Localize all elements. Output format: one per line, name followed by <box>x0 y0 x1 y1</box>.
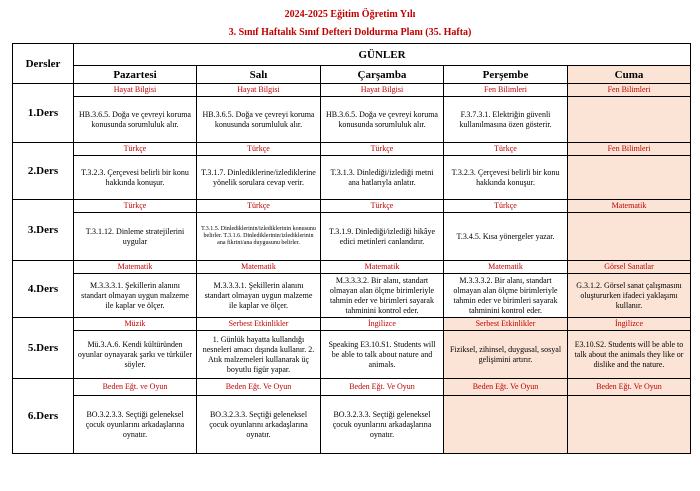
subject-cell: Beden Eğt. Ve Oyun <box>321 379 444 396</box>
topic-cell: T.3.4.5. Kısa yönergeler yazar. <box>444 213 568 261</box>
topic-cell: BO.3.2.3.3. Seçtiği geleneksel çocuk oyunlarını arkadaşlarına oynatır. <box>321 396 444 454</box>
subject-cell: Beden Eğt. Ve Oyun <box>444 379 568 396</box>
day-header-friday: Cuma <box>568 66 691 84</box>
subject-cell: Matematik <box>321 261 444 274</box>
topic-cell <box>568 97 691 143</box>
subject-cell: Müzik <box>74 318 197 331</box>
lesson-label: 4.Ders <box>13 261 74 318</box>
topic-cell: G.3.1.2. Görsel sanat çalışmasını oluştururken ifadeci yaklaşımı kullanır. <box>568 274 691 318</box>
topic-cell: T.3.1.7. Dinlediklerine/izlediklerine yönelik sorulara cevap verir. <box>197 156 321 200</box>
topic-cell: T.3.1.5. Dinlediklerinin/izlediklerinin konusunu belirler. T.3.1.6. Dinlediklerinin/izlediklerinin ana fikrini/ana duygusunu belirler. <box>197 213 321 261</box>
topic-cell <box>568 213 691 261</box>
topic-cell <box>444 396 568 454</box>
subject-cell: Türkçe <box>74 200 197 213</box>
subject-cell: Matematik <box>74 261 197 274</box>
topic-cell: M.3.3.3.1. Şekillerin alanını standart olmayan uygun malzeme ile kaplar ve ölçer. <box>74 274 197 318</box>
topic-cell: HB.3.6.5. Doğa ve çevreyi koruma konusunda sorumluluk alır. <box>197 97 321 143</box>
lessons-header: Dersler <box>13 44 74 84</box>
lesson-label: 1.Ders <box>13 84 74 143</box>
topic-cell: BO.3.2.3.3. Seçtiği geleneksel çocuk oyunlarını arkadaşlarına oynatır. <box>197 396 321 454</box>
topic-cell: M.3.3.3.2. Bir alanı, standart olmayan alan ölçme birimleriyle tahmin eder ve birimleri sayarak tahminini kontrol eder. <box>321 274 444 318</box>
subject-cell: Türkçe <box>444 200 568 213</box>
topic-cell: T.3.1.12. Dinleme stratejilerini uygular <box>74 213 197 261</box>
day-header-wednesday: Çarşamba <box>321 66 444 84</box>
topic-cell: M.3.3.3.2. Bir alanı, standart olmayan alan ölçme birimleriyle tahmin eder ve birimleri sayarak tahminini kontrol eder. <box>444 274 568 318</box>
topic-cell: Mü.3.A.6. Kendi kültüründen oyunlar oynayarak şarkı ve türküler söyler. <box>74 331 197 379</box>
subject-cell: Türkçe <box>197 143 321 156</box>
subject-cell: Türkçe <box>74 143 197 156</box>
subject-cell: Türkçe <box>321 200 444 213</box>
subject-cell: Beden Eğt. Ve Oyun <box>568 379 691 396</box>
topic-cell: T.3.1.9. Dinlediği/izlediği hikâye edici metinleri canlandırır. <box>321 213 444 261</box>
days-header: GÜNLER <box>74 44 691 66</box>
subject-cell: Fen Bilimleri <box>568 84 691 97</box>
subject-cell: Fen Bilimleri <box>444 84 568 97</box>
subject-cell: Serbest Etkinlikler <box>444 318 568 331</box>
topic-cell <box>568 156 691 200</box>
subject-cell: Türkçe <box>444 143 568 156</box>
topic-cell: Speaking E3.10.S1. Students will be able to talk about nature and animals. <box>321 331 444 379</box>
subject-cell: Beden Eğt. ve Oyun <box>74 379 197 396</box>
subject-cell: Hayat Bilgisi <box>321 84 444 97</box>
subject-cell: Görsel Sanatlar <box>568 261 691 274</box>
subject-cell: Türkçe <box>197 200 321 213</box>
subject-cell: Matematik <box>444 261 568 274</box>
subject-cell: Hayat Bilgisi <box>197 84 321 97</box>
lesson-label: 6.Ders <box>13 379 74 454</box>
subject-cell: Matematik <box>197 261 321 274</box>
subject-cell: İngilizce <box>568 318 691 331</box>
subject-cell: Türkçe <box>321 143 444 156</box>
lesson-label: 3.Ders <box>13 200 74 261</box>
topic-cell <box>568 396 691 454</box>
topic-cell: T.3.1.3. Dinlediği/izlediği metni ana hatlarıyla anlatır. <box>321 156 444 200</box>
day-header-monday: Pazartesi <box>74 66 197 84</box>
weekly-plan-table <box>12 43 691 454</box>
plan-title: 3. Sınıf Haftalık Sınıf Defteri Doldurma Planı (35. Hafta) <box>228 27 472 38</box>
topic-cell: 1. Günlük hayatta kullandığı nesneleri amacı dışında kullanır. 2. Atık malzemeleri kullanarak üç boyutlu figür yapar. <box>197 331 321 379</box>
lesson-label: 5.Ders <box>13 318 74 379</box>
topic-cell: F.3.7.3.1. Elektriğin güvenli kullanılmasına özen gösterir. <box>444 97 568 143</box>
subject-cell: İngilizce <box>321 318 444 331</box>
year-title: 2024-2025 Eğitim Öğretim Yılı <box>284 9 416 20</box>
topic-cell: E3.10.S2. Students will be able to talk about the animals they like or dislike and the nature. <box>568 331 691 379</box>
subject-cell: Beden Eğt. Ve Oyun <box>197 379 321 396</box>
subject-cell: Fen Bilimleri <box>568 143 691 156</box>
topic-cell: M.3.3.3.1. Şekillerin alanını standart olmayan uygun malzeme ile kaplar ve ölçer. <box>197 274 321 318</box>
subject-cell: Serbest Etkinlikler <box>197 318 321 331</box>
day-header-tuesday: Salı <box>197 66 321 84</box>
subject-cell: Hayat Bilgisi <box>74 84 197 97</box>
topic-cell: T.3.2.3. Çerçevesi belirli bir konu hakkında konuşur. <box>74 156 197 200</box>
topic-cell: Fiziksel, zihinsel, duygusal, sosyal gelişimini artırır. <box>444 331 568 379</box>
subject-cell: Matematik <box>568 200 691 213</box>
topic-cell: T.3.2.3. Çerçevesi belirli bir konu hakkında konuşur. <box>444 156 568 200</box>
topic-cell: HB.3.6.5. Doğa ve çevreyi koruma konusunda sorumluluk alır. <box>321 97 444 143</box>
topic-cell: BO.3.2.3.3. Seçtiği geleneksel çocuk oyunlarını arkadaşlarına oynatır. <box>74 396 197 454</box>
day-header-thursday: Perşembe <box>444 66 568 84</box>
lesson-label: 2.Ders <box>13 143 74 200</box>
topic-cell: HB.3.6.5. Doğa ve çevreyi koruma konusunda sorumluluk alır. <box>74 97 197 143</box>
